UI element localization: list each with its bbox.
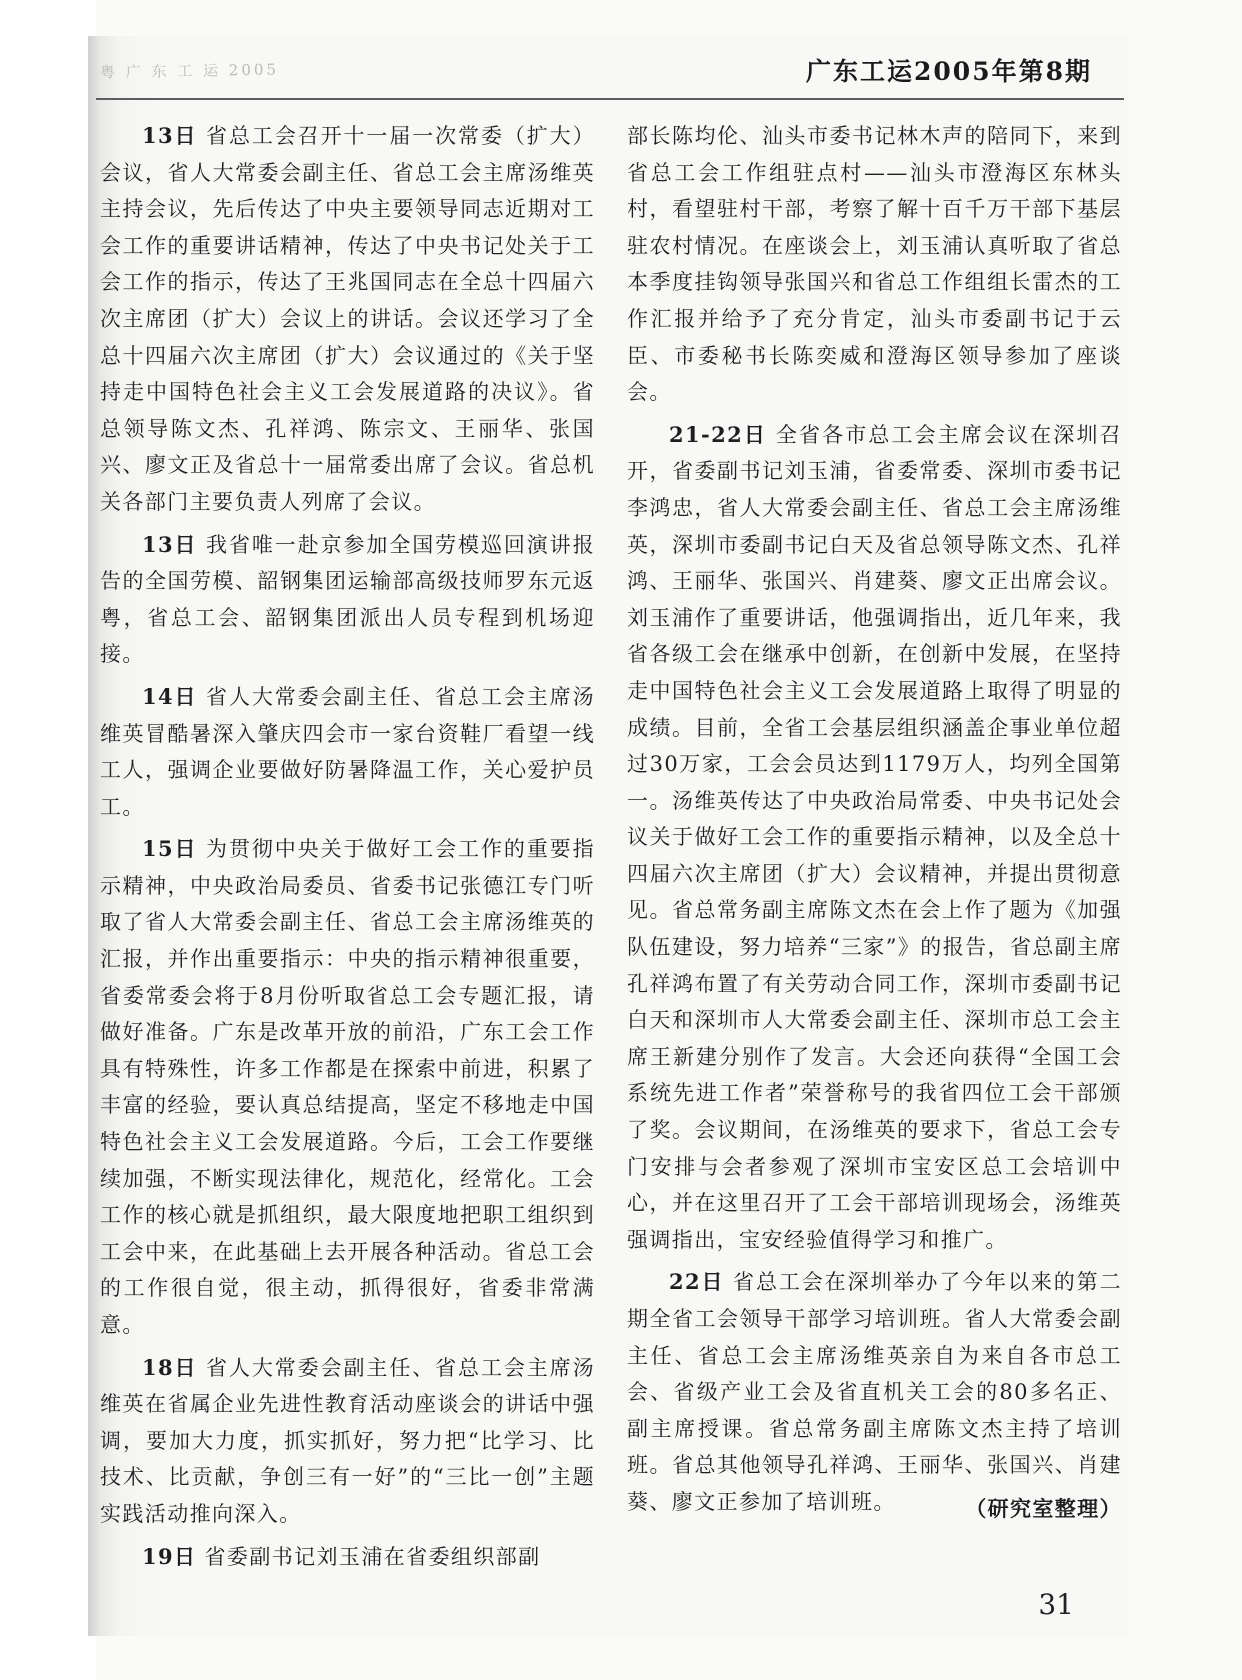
page-number: 31 (1038, 1588, 1074, 1621)
news-entry (100, 527, 595, 673)
editor-credit: （研究室整理） (965, 1495, 1122, 1521)
news-entry (100, 1350, 595, 1533)
entry-text: 为贯彻中央关于做好工会工作的重要指示精神，中央政治局委员、省委书记张德江专门听取了省人大常委会副主任、省总工会主席汤维英的汇报，并作出重要指示：中央的指示精神很重要，省委常委会将于8月份听取省总工会专题汇报，请做好准备。广东是改革开放的前沿，广东工会工作具有特殊性，许多工作都是在探索中前进，积累了丰富的经验，要认真总结提高，坚定不移地走中国特色社会主义工会发展道路。今后，工会工作要继续加强，不断实现法律化，规范化，经常化。工会工作的核心就是抓组织，最大限度地把职工组织到工会中来，在此基础上去开展各种活动。省总工会的工作很自觉，很主动，抓得很好，省委非常满意。 (100, 837, 595, 1337)
entry-date: 15日 (142, 836, 198, 862)
entry-text: 省总工会召开十一届一次常委（扩大）会议，省人大常委会副主任、省总工会主席汤维英主持会议，先后传达了中央主要领导同志近期对工会工作的重要讲话精神，传达了中央书记处关于工会工作的指示，传达了王兆国同志在全总十四届六次主席团（扩大）会议上的讲话。会议还学习了全总十四届六次主席团（扩大）会议通过的《关于坚持走中国特色社会主义工会发展道路的决议》。省总领导陈文杰、孔祥鸿、陈宗文、王丽华、张国兴、廖文正及省总十一届常委出席了会议。省总机关各部门主要负责人列席了会议。 (100, 124, 595, 514)
entry-date: 13日 (142, 123, 198, 148)
right-column (627, 118, 1122, 1527)
entry-text: 省人大常委会副主任、省总工会主席汤维英在省属企业先进性教育活动座谈会的讲话中强调，要加大力度，抓实抓好，努力把“比学习、比技术、比贡献，争创三有一好”的“三比一创”主题实践活动推向深入。 (100, 1355, 595, 1526)
entry-date: 21-22日 (669, 421, 768, 447)
continued-entry-text: 部长陈均伦、汕头市委书记林木声的陪同下，来到省总工会工作组驻点村——汕头市澄海区东林头村，看望驻村干部，考察了解十百千万干部下基层驻农村情况。在座谈会上，刘玉浦认真听取了省总本季度挂钩领导张国兴和省总工作组组长雷杰的工作汇报并给予了充分肯定，汕头市委副书记于云臣、市委秘书长陈奕威和澄海区领导参加了座谈会。 (627, 124, 1122, 405)
bleed-through-text: 粤 广 东 工 运 2005 (99, 60, 280, 82)
entry-text: 省委副书记刘玉浦在省委组织部副 (204, 1544, 541, 1569)
header-rule (96, 98, 1124, 100)
left-column (100, 118, 595, 1581)
entry-date: 18日 (142, 1354, 198, 1380)
entry-date: 13日 (142, 531, 198, 557)
entry-date: 19日 (142, 1543, 197, 1569)
running-header: 广东工运2005年第8期 (806, 57, 1092, 86)
news-entry (627, 1264, 1122, 1520)
news-entry (100, 679, 595, 825)
news-entry (627, 417, 1122, 1259)
entry-date: 14日 (142, 683, 198, 709)
news-entry (100, 118, 595, 521)
entry-text: 省人大常委会副主任、省总工会主席汤维英冒酷暑深入肇庆四会市一家台资鞋厂看望一线工人，强调企业要做好防暑降温工作，关心爱护员工。 (100, 684, 595, 819)
entry-text: 省总工会在深圳举办了今年以来的第二期全省工会领导干部学习培训班。省人大常委会副主任、省总工会主席汤维英亲自为来自各市总工会、省级产业工会及省直机关工会的80多名正、副主席授课。省总常务副主席陈文杰主持了培训班。省总其他领导孔祥鸿、王丽华、张国兴、肖建葵、廖文正参加了培训班。 (627, 1270, 1122, 1514)
entry-text: 全省各市总工会主席会议在深圳召开，省委副书记刘玉浦，省委常委、深圳市委书记李鸿忠，省人大常委会副主任、省总工会主席汤维英，深圳市委副书记白天及省总领导陈文杰、孔祥鸿、王丽华、张国兴、肖建葵、廖文正出席会议。刘玉浦作了重要讲话，他强调指出，近几年来，我省各级工会在继承中创新，在创新中发展，在坚持走中国特色社会主义工会发展道路上取得了明显的成绩。目前，全省工会基层组织涵盖企事业单位超过30万家，工会会员达到1179万人，均列全国第一。汤维英传达了中央政治局常委、中央书记处会议关于做好工会工作的重要指示精神，以及全总十四届六次主席团（扩大）会议精神，并提出贯彻意见。省总常务副主席陈文杰在会上作了题为《加强队伍建设，努力培养“三家”》的报告，省总副主席孔祥鸿布置了有关劳动合同工作，深圳市委副书记白天和深圳市人大常委会副主任、深圳市总工会主席王新建分别作了发言。大会还向获得“全国工会系统先进工作者”荣誉称号的我省四位工会干部颁了奖。会议期间，在汤维英的要求下，省总工会专门安排与会者参观了深圳市宝安区总工会培训中心，并在这里召开了工会干部培训现场会，汤维英强调指出，宝安经验值得学习和推广。 (627, 422, 1122, 1252)
entry-date: 22日 (669, 1269, 725, 1295)
binding-margin (0, 0, 96, 1680)
entry-text: 我省唯一赴京参加全国劳模巡回演讲报告的全国劳模、韶钢集团运输部高级技师罗东元返粤，省总工会、韶钢集团派出人员专程到机场迎接。 (100, 532, 595, 667)
news-entry (100, 831, 595, 1343)
news-entry (100, 1539, 595, 1576)
